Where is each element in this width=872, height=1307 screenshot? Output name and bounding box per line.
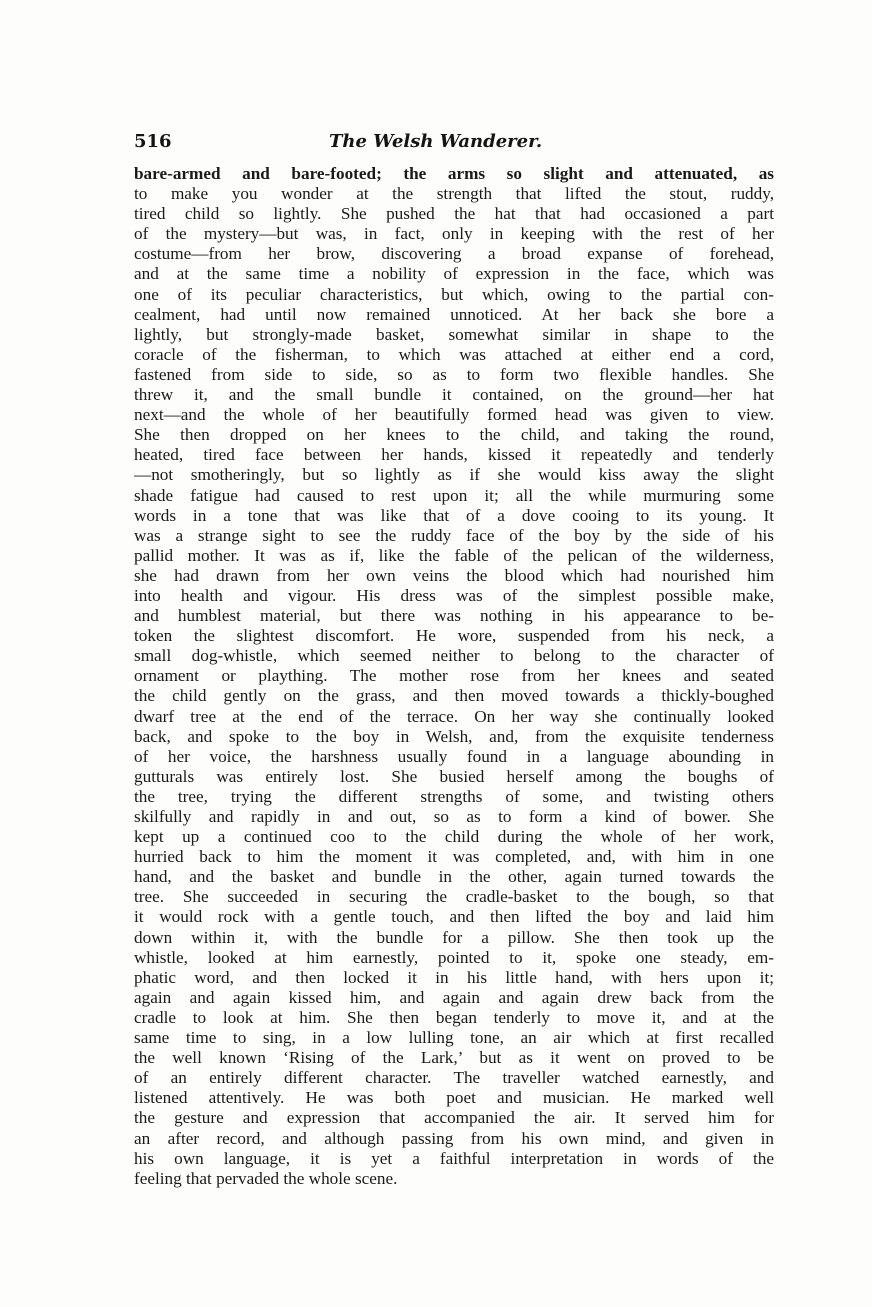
text-line: it would rock with a gentle touch, and then lifted the boy and laid him <box>134 907 774 927</box>
text-line: next—and the whole of her beautifully formed head was given to view. <box>134 405 774 425</box>
text-line: cealment, had until now remained unnoticed. At her back she bore a <box>134 304 774 324</box>
text-line: down within it, with the bundle for a pillow. She then took up the <box>134 927 774 947</box>
text-line: back, and spoke to the boy in Welsh, and, from the exquisite tenderness <box>134 726 774 746</box>
text-line: one of its peculiar characteristics, but which, owing to the partial con- <box>134 284 774 304</box>
running-title: The Welsh Wanderer. <box>329 131 543 152</box>
text-line: words in a tone that was like that of a dove cooing to its young. It <box>134 505 774 525</box>
text-line: she had drawn from her own veins the blood which had nourished him <box>134 565 774 585</box>
text-line: tree. She succeeded in securing the cradle-basket to the bough, so that <box>134 887 774 907</box>
text-line: tired child so lightly. She pushed the hat that had occasioned a part <box>134 204 774 224</box>
text-line: whistle, looked at him earnestly, pointed to it, spoke one steady, em- <box>134 947 774 967</box>
text-line: hurried back to him the moment it was completed, and, with him in one <box>134 847 774 867</box>
text-line: fastened from side to side, so as to form two flexible handles. She <box>134 364 774 384</box>
text-line: and at the same time a nobility of expression in the face, which was <box>134 264 774 284</box>
text-line: the well known ‘Rising of the Lark,’ but as it went on proved to be <box>134 1048 774 1068</box>
text-line: costume—from her brow, discovering a broad expanse of forehead, <box>134 244 774 264</box>
text-line: the child gently on the grass, and then moved towards a thickly-boughed <box>134 686 774 706</box>
text-line: his own language, it is yet a faithful interpretation in words of the <box>134 1148 774 1168</box>
text-line: of an entirely different character. The traveller watched earnestly, and <box>134 1068 774 1088</box>
text-line: of her voice, the harshness usually found in a language abounding in <box>134 746 774 766</box>
text-line: gutturals was entirely lost. She busied herself among the boughs of <box>134 766 774 786</box>
text-line: and humblest material, but there was nothing in his appearance to be- <box>134 606 774 626</box>
text-line: the tree, trying the different strengths of some, and twisting others <box>134 786 774 806</box>
text-line: the gesture and expression that accompanied the air. It served him for <box>134 1108 774 1128</box>
text-line: feeling that pervaded the whole scene. <box>134 1168 398 1188</box>
text-line: —not smotheringly, but so lightly as if she would kiss away the slight <box>134 465 774 485</box>
body-text <box>134 164 774 1189</box>
text-line: skilfully and rapidly in and out, so as to form a kind of bower. She <box>134 807 774 826</box>
text-line: She then dropped on her knees to the child, and taking the round, <box>134 425 774 445</box>
text-line: listened attentively. He was both poet and musician. He marked well <box>134 1088 774 1108</box>
text-line: lightly, but strongly-made basket, somewhat similar in shape to the <box>134 324 774 344</box>
text-line: small dog-whistle, which seemed neither to belong to the character of <box>134 646 774 666</box>
text-line: pallid mother. It was as if, like the fable of the pelican of the wilderness, <box>134 545 774 565</box>
text-line: bare-armed and bare-footed; the arms so slight and attenuated, as <box>134 164 774 183</box>
text-line: was a strange sight to see the ruddy face of the boy by the side of his <box>134 525 774 545</box>
text-line: an after record, and although passing from his own mind, and given in <box>134 1128 774 1148</box>
text-line: kept up a continued coo to the child during the whole of her work, <box>134 827 774 847</box>
text-line: into health and vigour. His dress was of the simplest possible make, <box>134 585 774 605</box>
page-number: 516 <box>134 131 172 152</box>
text-line: to make you wonder at the strength that lifted the stout, ruddy, <box>134 184 774 204</box>
text-line: token the slightest discomfort. He wore, suspended from his neck, a <box>134 626 774 646</box>
text-line: again and again kissed him, and again and again drew back from the <box>134 987 774 1007</box>
text-line: same time to sing, in a low lulling tone, an air which at first recalled <box>134 1028 774 1048</box>
text-line: hand, and the basket and bundle in the other, again turned towards the <box>134 867 774 887</box>
text-line: phatic word, and then locked it in his little hand, with hers upon it; <box>134 967 774 987</box>
text-line: cradle to look at him. She then began tenderly to move it, and at the <box>134 1007 774 1027</box>
text-line: dwarf tree at the end of the terrace. On her way she continually looked <box>134 706 774 726</box>
text-line: of the mystery—but was, in fact, only in keeping with the rest of her <box>134 224 774 244</box>
text-line: ornament or plaything. The mother rose from her knees and seated <box>134 666 774 686</box>
text-line: shade fatigue had caused to rest upon it; all the while murmuring some <box>134 485 774 505</box>
text-line: coracle of the fisherman, to which was attached at either end a cord, <box>134 344 774 364</box>
text-line: threw it, and the small bundle it contained, on the ground—her hat <box>134 385 774 405</box>
text-line: heated, tired face between her hands, kissed it repeatedly and tenderly <box>134 445 774 465</box>
running-head <box>134 131 774 157</box>
